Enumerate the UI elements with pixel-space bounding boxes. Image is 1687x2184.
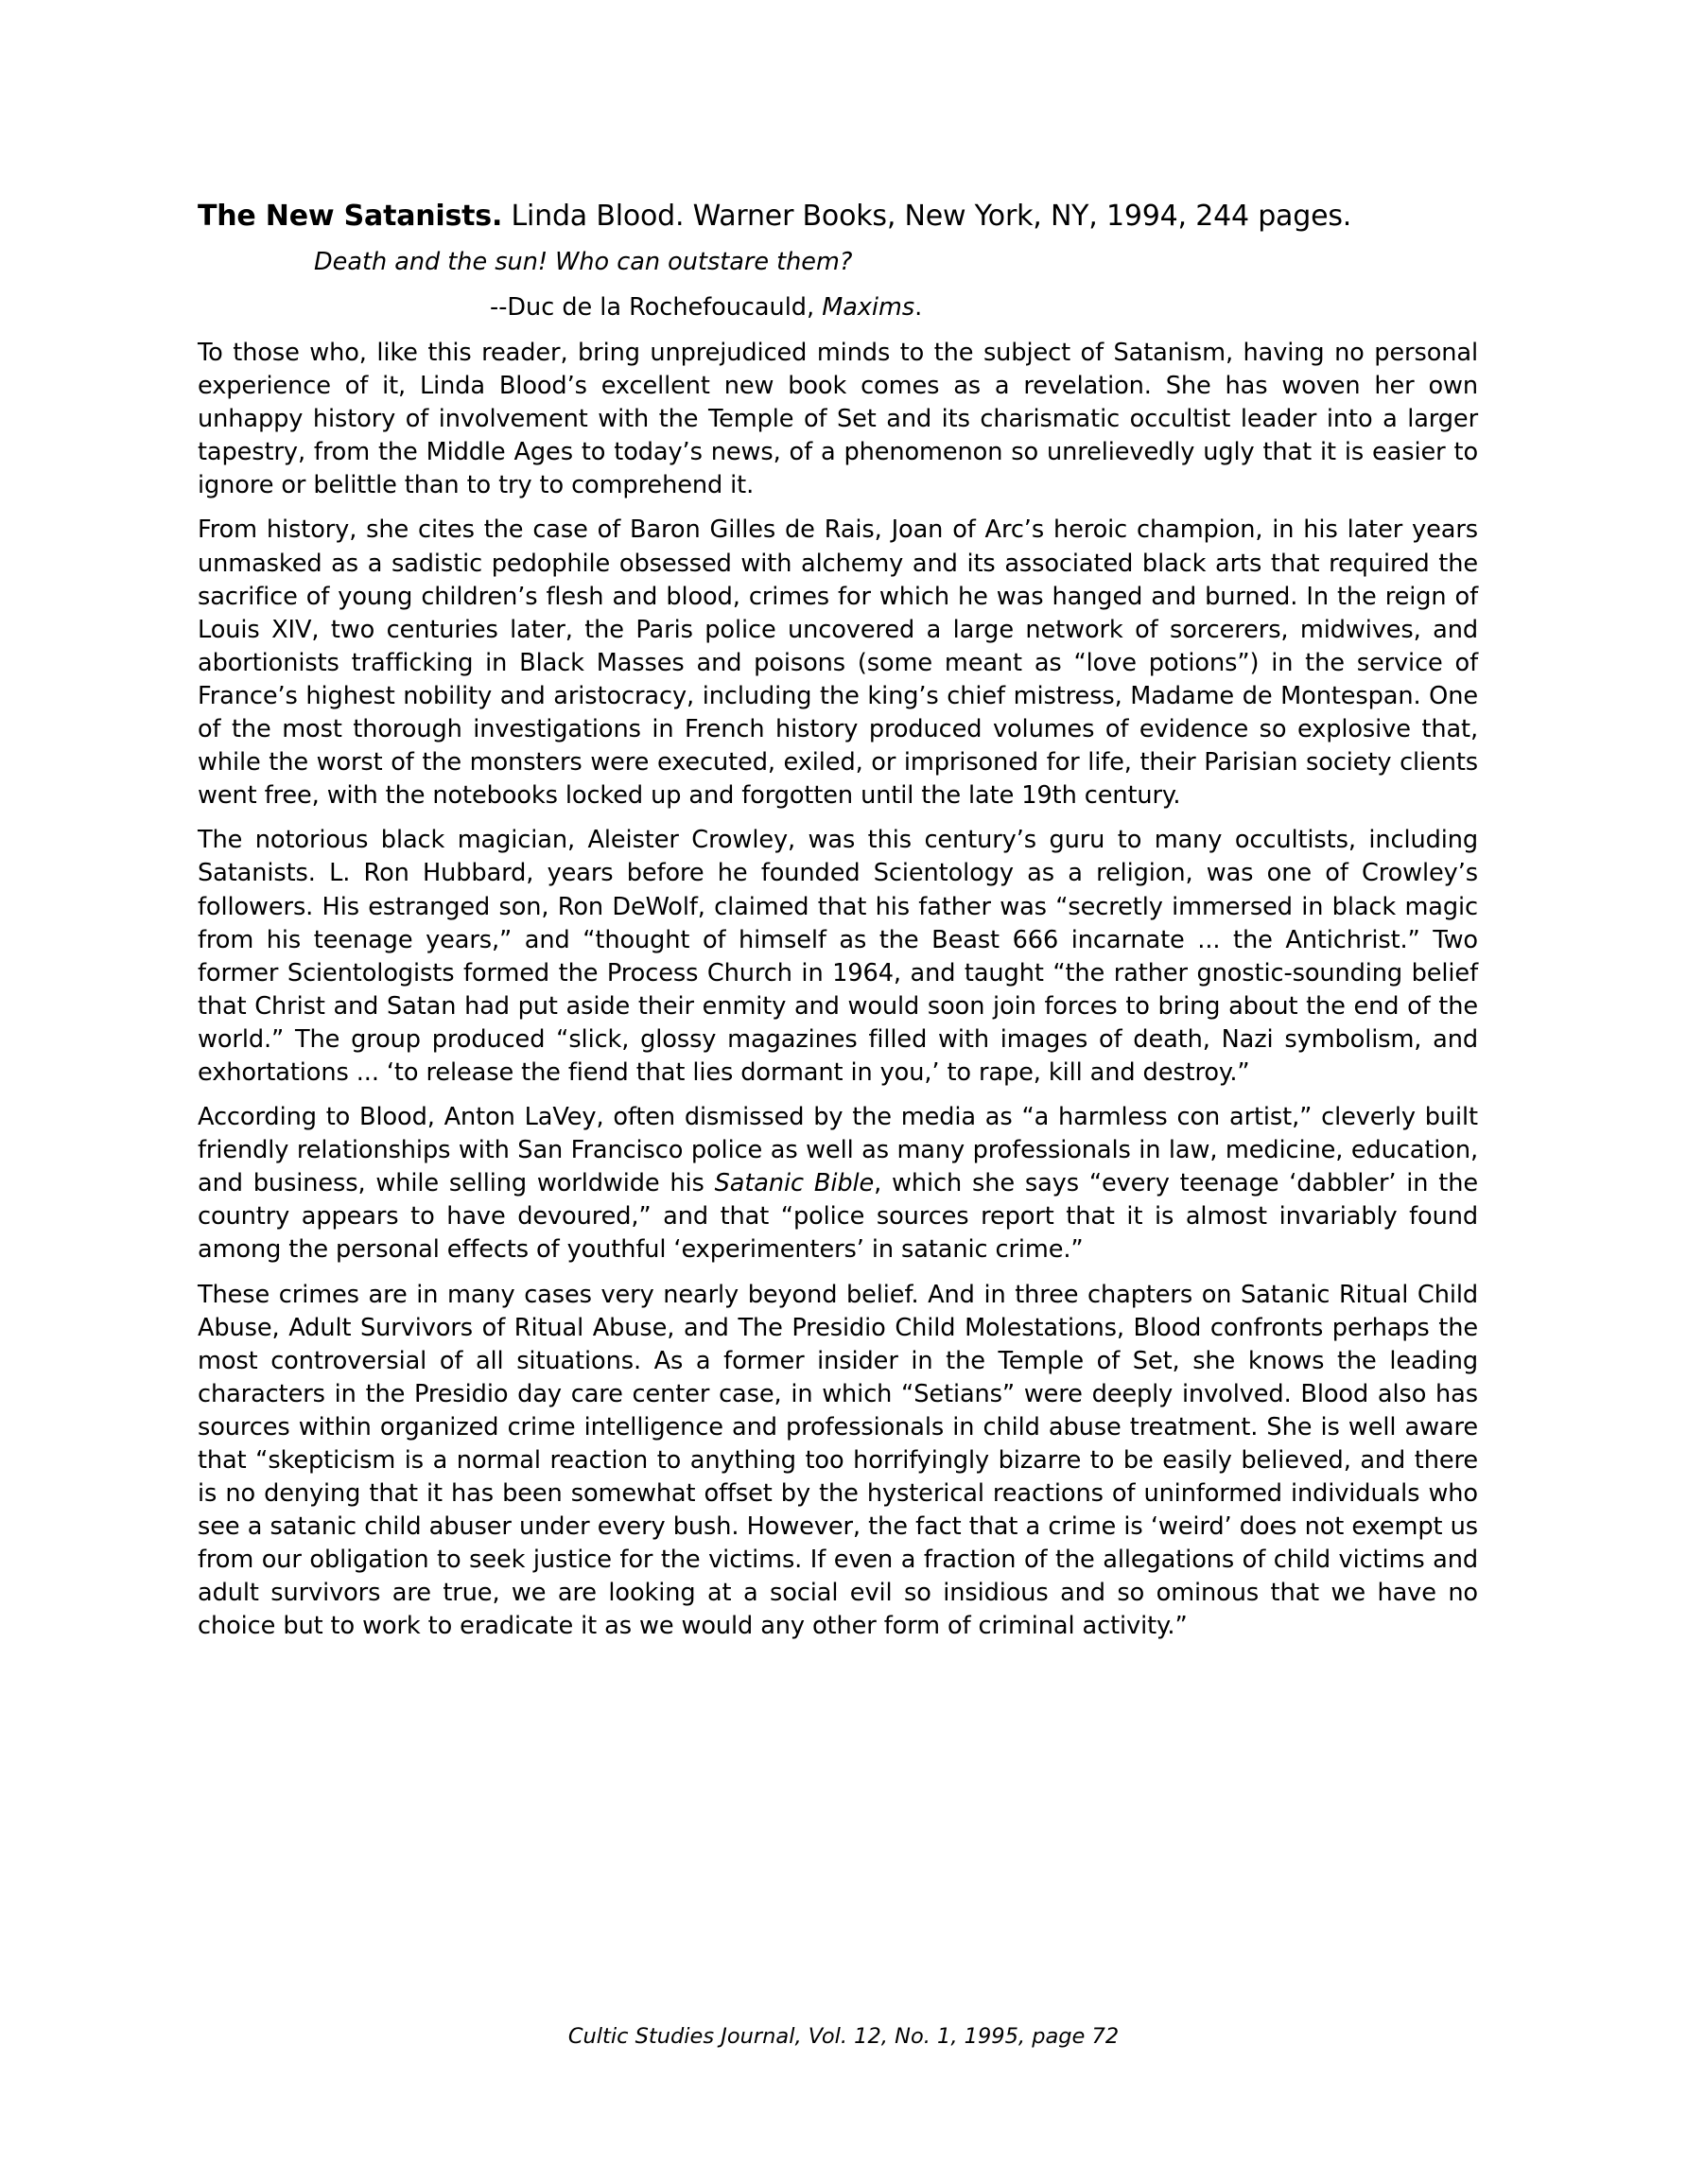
paragraph-lavey-text-1: According to Blood, Anton LaVey, often dismissed by the media as “a harmless con artist,” cleverly built friendly relationships with San Francisco police as well as many professionals in law, medicine, education, and business, while selling worldwide his — [198, 1103, 1478, 1198]
epigraph-source: Maxims — [822, 293, 915, 322]
paragraph-history: From history, she cites the case of Baron Gilles de Rais, Joan of Arc’s heroic champion, in his later years unmasked as a sadistic pedophile obsessed with alchemy and its associated black arts that required the sacrifice of young children’s flesh and blood, crimes for which he was hanged and burned. In the reign of Louis XIV, two centuries later, the Paris police uncovered a large network of sorcerers, midwives, and abortionists trafficking in Black Masses and poisons (some meant as “love potions”) in the service of France’s highest nobility and aristocracy, including the king’s chief mistress, Madame de Montespan. One of the most thorough investigations in French history produced volumes of evidence so explosive that, while the worst of the monsters were executed, exiled, or imprisoned for life, their Parisian society clients went free, with the notebooks locked up and forgotten until the late 19th century. — [198, 515, 1478, 811]
paragraph-lavey — [198, 1101, 1478, 1267]
epigraph-quote: Death and the sun! Who can outstare them? — [314, 248, 853, 276]
paragraph-ritual-abuse: These crimes are in many cases very nearly beyond belief. And in three chapters on Satanic Ritual Child Abuse, Adult Survivors of Ritual Abuse, and The Presidio Child Molestations, Blood confronts perhaps the most controversial of all situations. As a former insider in the Temple of Set, she knows the leading characters in the Presidio day care center case, in which “Setians” were deeply involved. Blood also has sources within organized crime intelligence and professionals in child abuse treatment. She is well aware that “skepticism is a normal reaction to anything too horrifyingly bizarre to be easily believed, and there is no denying that it has been somewhat offset by the hysterical reactions of uninformed individuals who see a satanic child abuser under every bush. However, the fact that a crime is ‘weird’ does not exempt us from our obligation to seek justice for the victims. If even a fraction of the allegations of child victims and adult survivors are true, we are looking at a social evil so insidious and so ominous that we have no choice but to work to eradicate it as we would any other form of criminal activity.” — [198, 1280, 1478, 1641]
review-heading — [198, 197, 1478, 236]
paragraph-lavey-text-2: , which she says “every teenage ‘dabbler’ in the country appears to have devoured,” and that “police sources report that it is almost invariably found among the personal effects of youthful ‘experimenters’ in satanic crime.” — [198, 1169, 1478, 1265]
book-review — [198, 197, 1478, 1655]
book-title: The New Satanists. — [198, 200, 503, 233]
book-reference-satanic-bible: Satanic Bible — [714, 1169, 875, 1198]
paragraph-crowley: The notorious black magician, Aleister Crowley, was this century’s guru to many occultists, including Satanists. L. Ron Hubbard, years before he founded Scientology as a religion, was one of Crowley’s followers. His estranged son, Ron DeWolf, claimed that his father was “secretly immersed in black magic from his teenage years,” and “thought of himself as the Beast 666 incarnate ... the Antichrist.” Two former Scientologists formed the Process Church in 1964, and taught “the rather gnostic-sounding belief that Christ and Satan had put aside their enmity and would soon join forces to bring about the end of the world.” The group produced “slick, glossy magazines filled with images of death, Nazi symbolism, and exhortations ... ‘to release the fiend that lies dormant in you,’ to rape, kill and destroy.” — [198, 826, 1478, 1087]
book-citation: Linda Blood. Warner Books, New York, NY, 1994, 244 pages. — [502, 200, 1352, 233]
epigraph-author: --Duc de la Rochefoucauld, — [490, 293, 823, 322]
epigraph-attribution — [490, 288, 1478, 327]
page-footer: Cultic Studies Journal, Vol. 12, No. 1, 1995, page 72 — [567, 2024, 1120, 2049]
paragraph-intro: To those who, like this reader, bring unprejudiced minds to the subject of Satanism, having no personal experience of it, Linda Blood’s excellent new book comes as a revelation. She has woven her own unhappy history of involvement with the Temple of Set and its charismatic occultist leader into a larger tapestry, from the Middle Ages to today’s news, of a phenomenon so unrelievedly ugly that it is easier to ignore or belittle than to try to comprehend it. — [198, 339, 1478, 500]
epigraph-suffix: . — [914, 293, 923, 322]
